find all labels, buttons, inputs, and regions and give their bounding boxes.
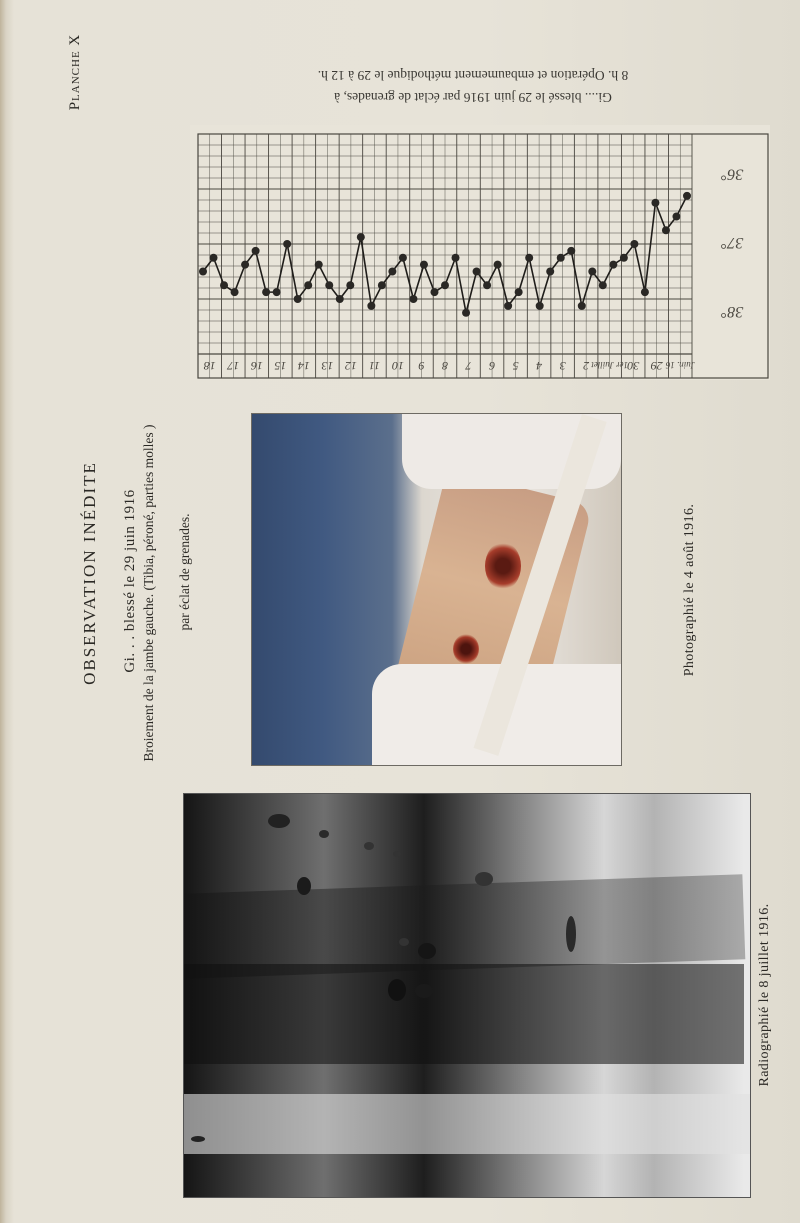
temperature-point bbox=[651, 199, 659, 207]
temperature-point bbox=[567, 247, 575, 255]
wound-upper bbox=[485, 542, 521, 590]
plate-label: Planche X bbox=[66, 33, 83, 111]
temperature-point bbox=[399, 254, 407, 262]
temperature-point bbox=[599, 281, 607, 289]
patient-subtitle: Gi. . . blessé le 29 juin 1916 bbox=[121, 489, 138, 673]
chart-caption-line1: Gi.... blessé le 29 juin 1916 par éclat de grenades, à bbox=[334, 90, 612, 105]
temperature-point bbox=[315, 261, 323, 269]
temperature-point bbox=[199, 268, 207, 276]
temperature-point bbox=[441, 281, 449, 289]
observation-title: OBSERVATION INÉDITE bbox=[80, 461, 99, 685]
temperature-point bbox=[588, 268, 596, 276]
temperature-point bbox=[641, 288, 649, 296]
y-tick-label: 36° bbox=[720, 165, 744, 183]
temperature-point bbox=[231, 288, 239, 296]
temperature-point bbox=[304, 281, 312, 289]
temperature-point bbox=[252, 247, 260, 255]
x-tick-label: Juin. 16 bbox=[665, 360, 695, 370]
x-tick-label: 2 bbox=[583, 359, 590, 373]
x-tick-label: 9 bbox=[418, 359, 425, 373]
chart-caption-line2: 8 h. Opération et embaumement méthodique le 29 à 12 h. bbox=[317, 68, 629, 83]
y-tick-label: 37° bbox=[720, 234, 744, 251]
radiograph-caption: Radiographié le 8 juillet 1916. bbox=[757, 903, 772, 1087]
temperature-point bbox=[462, 309, 470, 317]
temperature-chart-svg bbox=[190, 125, 770, 380]
temperature-point bbox=[557, 254, 565, 262]
shrapnel-fragments bbox=[184, 794, 750, 1197]
wound-lower bbox=[453, 634, 479, 664]
x-tick-label: 5 bbox=[512, 359, 519, 373]
temperature-point bbox=[494, 261, 502, 269]
x-tick-label: 8 bbox=[442, 359, 448, 373]
x-tick-label: 14 bbox=[297, 359, 310, 373]
x-tick-label: 11 bbox=[368, 359, 380, 373]
temperature-point bbox=[294, 295, 302, 303]
temperature-point bbox=[210, 254, 218, 262]
temperature-point bbox=[525, 254, 533, 262]
temperature-point bbox=[357, 233, 365, 241]
x-tick-label: 6 bbox=[489, 359, 496, 373]
temperature-point bbox=[483, 281, 491, 289]
x-tick-label: 16 bbox=[250, 359, 263, 373]
temperature-chart bbox=[190, 125, 770, 380]
injury-description: Broiement de la jambe gauche. (Tibia, péroné, parties molles ) bbox=[141, 424, 156, 762]
temperature-point bbox=[367, 302, 375, 310]
temperature-point bbox=[683, 192, 691, 200]
temperature-point bbox=[273, 288, 281, 296]
x-tick-label: 7 bbox=[465, 359, 472, 373]
x-tick-label: 12 bbox=[344, 359, 357, 373]
photograph-caption: Photographié le 4 août 1916. bbox=[682, 503, 697, 677]
x-tick-label: 17 bbox=[227, 359, 240, 373]
temperature-point bbox=[430, 288, 438, 296]
temperature-point bbox=[388, 268, 396, 276]
radiograph-image bbox=[183, 793, 751, 1198]
x-tick-label: 13 bbox=[321, 359, 334, 373]
temperature-point bbox=[672, 213, 680, 221]
x-tick-label: 4 bbox=[536, 359, 543, 373]
x-tick-label: 30 bbox=[627, 359, 640, 373]
temperature-point bbox=[515, 288, 523, 296]
temperature-point bbox=[662, 226, 670, 234]
x-tick-label: 1er Juillet bbox=[591, 360, 629, 370]
temperature-point bbox=[336, 295, 344, 303]
temperature-point bbox=[609, 261, 617, 269]
chart-frame bbox=[198, 134, 768, 378]
x-tick-label: 10 bbox=[391, 359, 404, 373]
temperature-point bbox=[262, 288, 270, 296]
x-tick-label: 3 bbox=[559, 359, 566, 373]
x-tick-label: 29 bbox=[650, 359, 663, 373]
temperature-point bbox=[578, 302, 586, 310]
temperature-point bbox=[630, 240, 638, 248]
temperature-point bbox=[325, 281, 333, 289]
temperature-point bbox=[241, 261, 249, 269]
temperature-point bbox=[536, 302, 544, 310]
x-tick-label: 18 bbox=[203, 359, 216, 373]
wound-photograph bbox=[251, 413, 622, 766]
temperature-point bbox=[220, 281, 228, 289]
temperature-point bbox=[473, 268, 481, 276]
temperature-point bbox=[378, 281, 386, 289]
temperature-point bbox=[620, 254, 628, 262]
injury-description-continued: par éclat de grenades. bbox=[177, 513, 192, 631]
temperature-point bbox=[546, 268, 554, 276]
y-tick-label: 38° bbox=[720, 302, 744, 320]
x-tick-label: 15 bbox=[274, 359, 287, 373]
temperature-point bbox=[346, 281, 354, 289]
temperature-point bbox=[452, 254, 460, 262]
temperature-point bbox=[283, 240, 291, 248]
temperature-point bbox=[504, 302, 512, 310]
temperature-point bbox=[409, 295, 417, 303]
temperature-point bbox=[420, 261, 428, 269]
